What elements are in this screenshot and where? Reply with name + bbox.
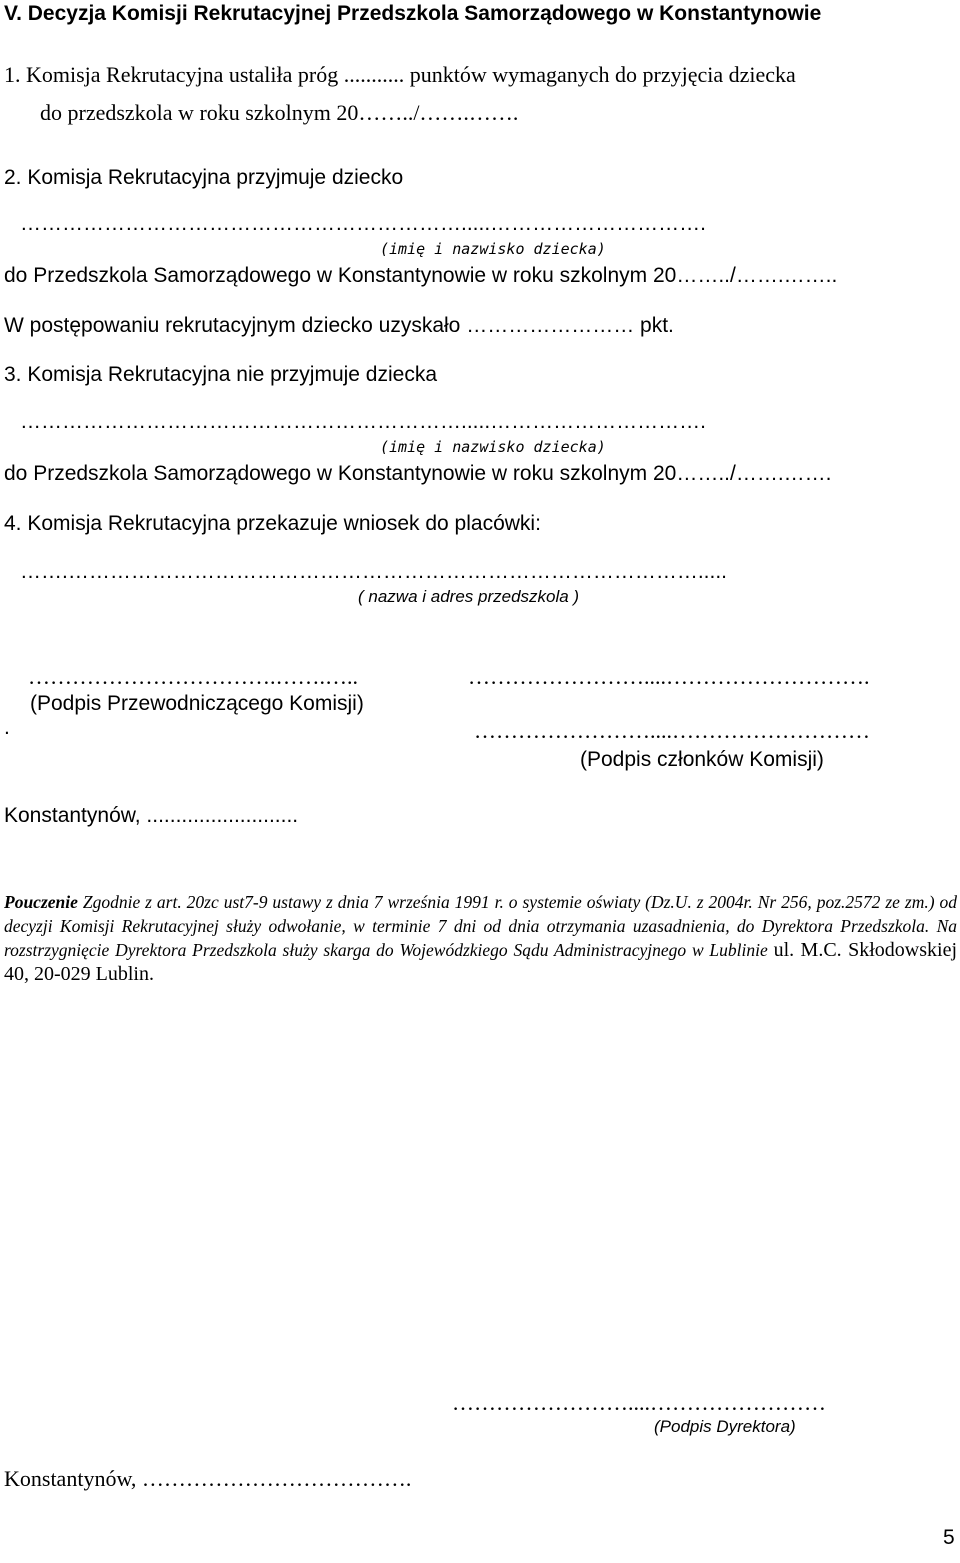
page-number: 5 — [943, 1526, 955, 1549]
place-date-line-2: Konstantynów, ………………………………. — [4, 1466, 412, 1491]
chair-signature-caption: (Podpis Przewodniczącego Komisji) — [30, 692, 364, 715]
place-date-line: Konstantynów, .......................... — [4, 804, 299, 827]
director-signature-caption: (Podpis Dyrektora) — [654, 1417, 796, 1436]
members-signature-caption: (Podpis członków Komisji) — [580, 748, 824, 771]
director-signature-dots: ……………………....…………………… — [452, 1390, 826, 1415]
item2-year-line: do Przedszkola Samorządowego w Konstantynowie w roku szkolnym 20……../…….…….. — [4, 264, 838, 287]
notice-address: ul. M.C. Skłodowskiej 40, 20-029 Lublin. — [4, 939, 958, 985]
section-heading: V. Decyzja Komisji Rekrutacyjnej Przedszkola Samorządowego w Konstantynowie — [4, 2, 822, 25]
item4-caption: ( nazwa i adres przedszkola ) — [358, 587, 580, 606]
item1-line2: do przedszkola w roku szkolnym 20……../…….……. — [40, 100, 519, 125]
item2-points-line: W postępowaniu rekrutacyjnym dziecko uzyskało …………………… pkt. — [4, 314, 674, 337]
item1-line1: 1. Komisja Rekrutacyjna ustaliła próg ........... punktów wymaganych do przyjęcia dziecka — [4, 62, 796, 87]
item3-name-caption: (imię i nazwisko dziecka) — [380, 438, 606, 456]
item2-name-dots: ……………………………………………………….....…………………………. — [20, 212, 707, 235]
members-signature-dots-2: ……………………....……………………… — [474, 718, 870, 743]
members-signature-dots-1: ……………………....………………………. — [468, 664, 870, 689]
item3-year-line: do Przedszkola Samorządowego w Konstantynowie w roku szkolnym 20……../…….……. — [4, 462, 832, 485]
item4-heading: 4. Komisja Rekrutacyjna przekazuje wniosek do placówki: — [4, 512, 541, 535]
item4-dots: …….………………………………………………………………………………..... — [20, 560, 728, 583]
notice-label: Pouczenie — [4, 892, 78, 912]
item2-name-caption: (imię i nazwisko dziecka) — [380, 240, 606, 258]
chair-signature-dots: …………………………….…….….. — [28, 664, 358, 689]
item3-heading: 3. Komisja Rekrutacyjna nie przyjmuje dziecka — [4, 363, 438, 386]
notice-text: Zgodnie z art. 20zc ust7-9 ustawy z dnia 7 września 1991 r. o systemie oświaty (Dz.U. z 2004r. Nr 256, poz.2572 ze zm.) od decyzji Komisji Rekrutacyjnej służy odwołanie, w terminie 7 dni od dnia otrzymania uzasadnienia, do Dyrektora Przedszkola. Na rozstrzygnięcie Dyrektora Przedszkola służy skarga do Wojewódzkiego Sądu Administracyjnego w Lublinie — [4, 892, 958, 960]
item2-heading: 2. Komisja Rekrutacyjna przyjmuje dziecko — [4, 166, 404, 189]
notice-paragraph — [4, 890, 957, 986]
item3-name-dots: ……………………………………………………….....…………………………. — [20, 410, 707, 433]
chair-signature-extra: . — [4, 716, 10, 739]
